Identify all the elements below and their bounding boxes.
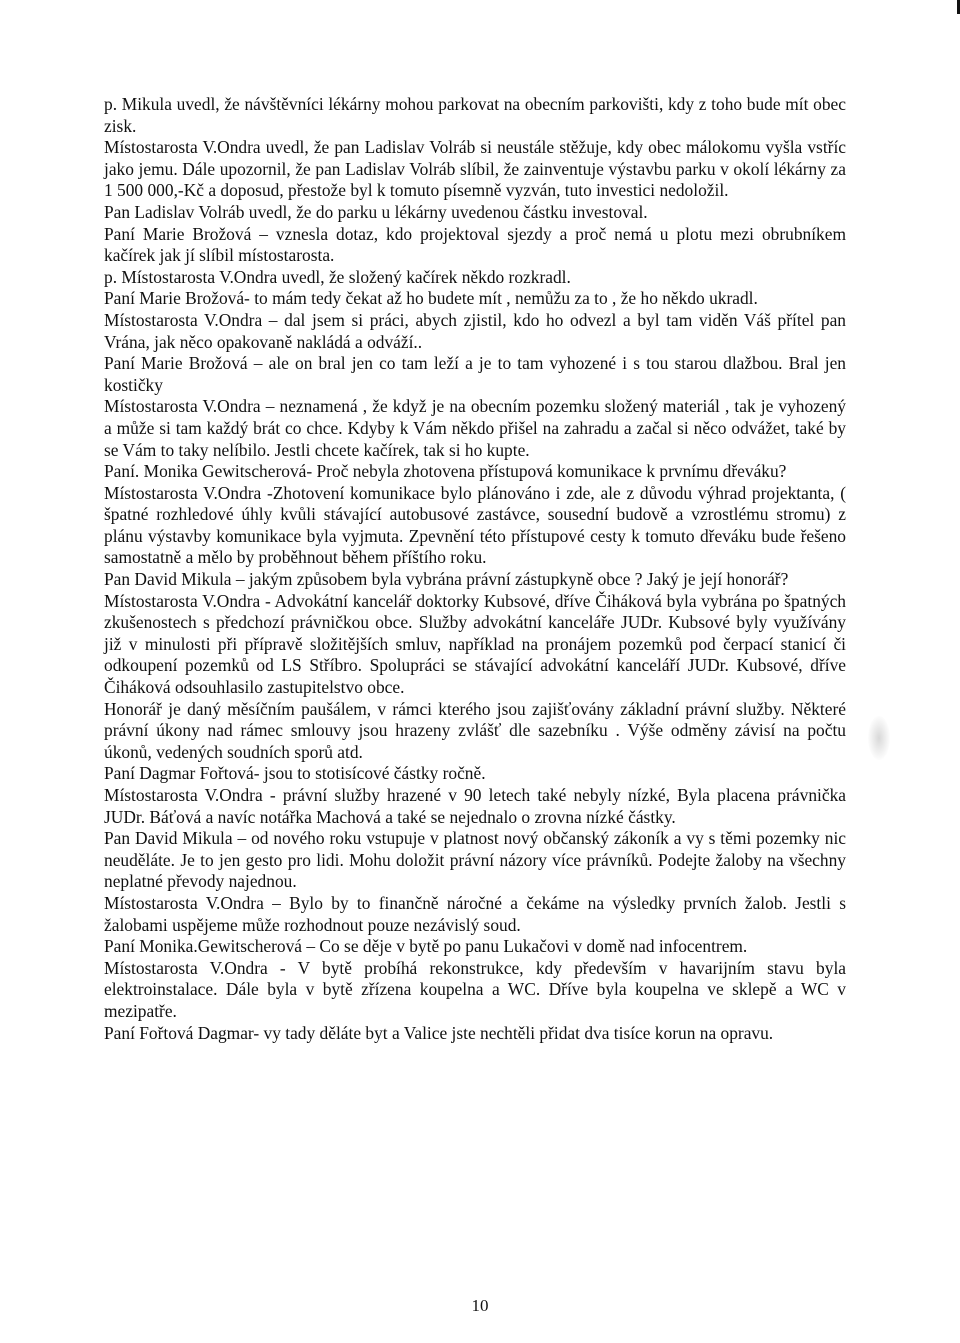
paragraph-ondra-material: Místostarosta V.Ondra – neznamená , že když je na obecním pozemku složený materiál , tak je vyhozený a může si tam každý brát co chce. Kdyby k Vám někdo přišel na zahradu a začal si něco odvážet, také by se Vám to taky nelíbilo. Jestli chcete kačírek, tak si ho kupte.	[104, 396, 846, 460]
page-number: 10	[471, 1296, 489, 1315]
paragraph-volrab-reply: Pan Ladislav Volráb uvedl, že do parku u lékárny uvedenou částku investoval.	[104, 201, 648, 222]
paragraph-ondra-90-leta: Místostarosta V.Ondra - právní služby hrazené v 90 letech také nebyly nízké, Byla placena právnička JUDr. Báťová a navíc notářka Machová a také se nejednalo o zrovna nízké částky.	[104, 785, 846, 827]
paragraph-brozova-dlazba: Paní Marie Brožová – ale on bral jen co tam leží a je to tam vyhozené i s tou starou dlažbou. Bral jen kostičky	[104, 353, 846, 395]
paragraph-brozova-question: Paní Marie Brožová – vznesla dotaz, kdo projektoval sjezdy a proč nemá u plotu mezi obrubníkem kačírek jak jí slíbil místostarosta.	[104, 223, 846, 266]
paragraph-fortova-castky: Paní Dagmar Fořtová- jsou to stotisícové částky ročně.	[104, 763, 486, 784]
paragraph-gewitscherova-question: Paní. Monika Gewitscherová- Proč nebyla zhotovena přístupová komunikace k prvnímu dřeváku?	[104, 461, 787, 482]
paragraph-ondra-vrana: Místostarosta V.Ondra – dal jsem si práci, abych zjistil, kdo ho odvezl a byl tam viděn Váš přítel pan Vrána, jak něco opakovaně nakládá a odváží..	[104, 309, 846, 352]
paragraph-ondra-komunikace: Místostarosta V.Ondra -Zhotovení komunikace bylo plánováno i zde, ale z důvodu výhrad projektanta, ( špatné rozhledové úhly kvůli stávající autobusové zastávce, sousední budově a vzrostlému stromu) z plánu výstavby komunikace byla vyjmuta. Zpevnění této přístupové cesty k tomuto dřeváku bude řešeno samostatně a mělo by proběhnout během příštího roku.	[104, 482, 846, 568]
paragraph-mikula-parking: p. Mikula uvedl, že návštěvníci lékárny mohou parkovat na obecním parkovišti, kdy z toho bude mít obec zisk.	[104, 94, 846, 136]
paragraph-mikula-zakonik: Pan David Mikula – od nového roku vstupuje v platnost nový občanský zákoník a vy s těmi pozemky nic neuděláte. Je to jen gesto pro lidi. Mohu doložit právní názory více právníků. Podejte žaloby na všechny neplatné převody najednou.	[104, 828, 846, 892]
scan-smudge	[868, 716, 890, 760]
paragraph-honorar: Honorář je daný měsíčním paušálem, v rámci kterého jsou zajišťovány základní právní služby. Některé právní úkony nad rámec smlouvy jsou hrazeny zvlášť dle sazebníku . Výše odměny závisí na počtu úkonů, vedených soudních sporů atd.	[104, 698, 846, 762]
minutes-text-body	[104, 94, 846, 1044]
paragraph-ondra-rekonstrukce: Místostarosta V.Ondra - V bytě probíhá rekonstrukce, kdy především v havarijním stavu byla elektroinstalace. Dále byla v bytě zřízena koupelna a WC. Dříve byla koupelna ve sklepě a WC v mezipatře.	[104, 957, 846, 1021]
paragraph-ondra-advokatni: Místostarosta V.Ondra - Advokátní kancelář doktorky Kubsové, dříve Čiháková byla vybrána po špatných zkušenostech s předchozí právničkou obce. Služby advokátní kanceláře JUDr. Kubsové byly využívány již v minulosti při přípravě složitějších smluv, například na pronájem pozemků pod čerpací stanicí či odkoupení pozemků od LS Stříbro. Spolupráci se stávající advokátní kanceláří JUDr. Kubsové, dříve Čiháková odsouhlasilo zastupitelstvo obce.	[104, 590, 846, 698]
paragraph-brozova-reply: Paní Marie Brožová- to mám tedy čekat až ho budete mít , nemůžu za to , že ho někdo ukradl.	[104, 288, 758, 309]
paragraph-ondra-zaloby: Místostarosta V.Ondra – Bylo by to finančně náročné a čekáme na výsledky prvních žalob. Jestli s žalobami uspějeme může rozhodnout pouze nezávislý soud.	[104, 892, 846, 935]
paragraph-ondra-kacirek: p. Místostarosta V.Ondra uvedl, že složený kačírek někdo rozkradl.	[104, 266, 571, 287]
paragraph-gewitscherova-byt: Paní Monika.Gewitscherová – Co se děje v bytě po panu Lukačovi v domě nad infocentrem.	[104, 936, 748, 957]
paragraph-ondra-volrab: Místostarosta V.Ondra uvedl, že pan Ladislav Volráb si neustále stěžuje, kdy obec málokomu vyšla vstříc jako jemu. Dále upozornil, že pan Ladislav Volráb slíbil, že zainventuje výstavbu parku v okolí lékárny za 1 500 000,-Kč a doposud, přestože byl k tomuto písemně vyzván, tuto investici nedoložil.	[104, 137, 846, 201]
paragraph-fortova-valice: Paní Fořtová Dagmar- vy tady děláte byt a Valice jste nechtěli přidat dva tisíce korun na opravu.	[104, 1022, 774, 1043]
paragraph-mikula-honorar: Pan David Mikula – jakým způsobem byla vybrána právní zástupkyně obce ? Jaký je její honorář?	[104, 569, 789, 590]
